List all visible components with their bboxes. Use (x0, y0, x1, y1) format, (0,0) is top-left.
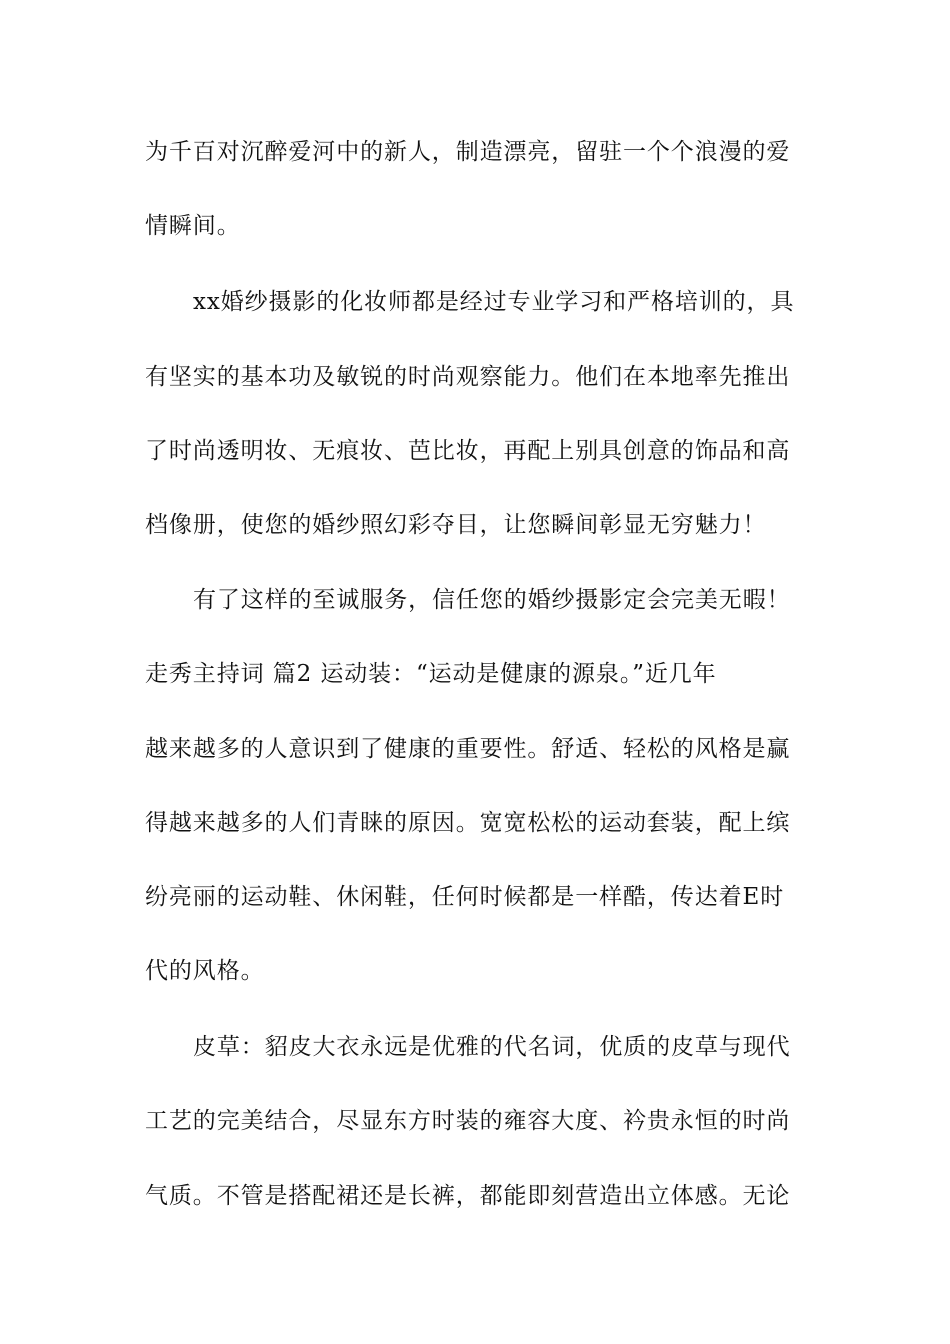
text-line: 越来越多的人意识到了健康的重要性。舒适、轻松的风格是赢 (145, 736, 791, 762)
text-line: 纷亮丽的运动鞋、休闲鞋，任何时候都是一样酷，传达着E时 (145, 884, 785, 910)
text-line: 气质。不管是搭配裙还是长裤，都能即刻营造出立体感。无论 (145, 1183, 791, 1209)
text-line: 得越来越多的人们青睐的原因。宽宽松松的运动套装，配上缤 (145, 810, 791, 836)
section-heading-line: 走秀主持词 篇2 运动装：“运动是健康的源泉。”近几年 (145, 661, 717, 687)
text-line: 情瞬间。 (145, 213, 241, 239)
paragraph-start-line: xx婚纱摄影的化妆师都是经过专业学习和严格培训的，具 (193, 289, 795, 315)
paragraph-start-line: 有了这样的至诚服务，信任您的婚纱摄影定会完美无暇！ (193, 587, 791, 613)
text-line: 为千百对沉醉爱河中的新人，制造漂亮，留驻一个个浪漫的爱 (145, 139, 791, 165)
paragraph-start-line: 皮草：貂皮大衣永远是优雅的代名词，优质的皮草与现代 (193, 1034, 791, 1060)
text-line: 有坚实的基本功及敏锐的时尚观察能力。他们在本地率先推出 (145, 364, 791, 390)
text-line: 代的风格。 (145, 958, 265, 984)
text-line: 了时尚透明妆、无痕妆、芭比妆，再配上别具创意的饰品和高 (145, 438, 791, 464)
text-line: 工艺的完美结合，尽显东方时装的雍容大度、衿贵永恒的时尚 (145, 1108, 791, 1134)
text-line: 档像册，使您的婚纱照幻彩夺目，让您瞬间彰显无穷魅力！ (145, 512, 767, 538)
